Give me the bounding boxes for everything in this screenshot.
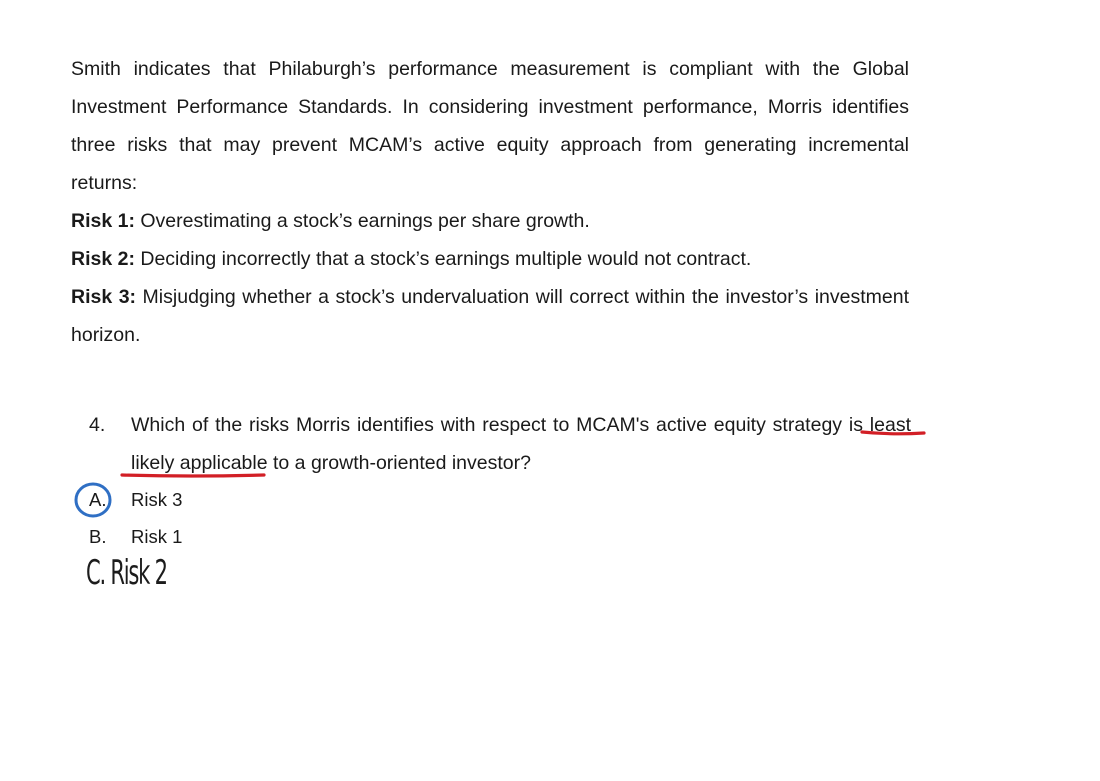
passage-intro: Smith indicates that Philaburgh’s performance measurement is compliant with the Global Investment Performance Standards. In considering investment performance, Morris identifies three risks that may prevent MCAM’s active equity approach from generating incremental returns: (71, 58, 909, 194)
question-text-after: to a growth-oriented investor? (267, 452, 531, 474)
risk-3-text: Misjudging whether a stock’s undervaluation will correct within the investor’s investment horizon. (71, 286, 909, 346)
option-b[interactable] (89, 525, 289, 549)
question-text (131, 406, 911, 482)
option-b-letter: B. (89, 526, 107, 547)
question-emphasis: least likely applicable (131, 414, 911, 474)
risk-3-label: Risk 3: (71, 286, 137, 308)
risk-1 (71, 202, 909, 240)
risk-2-text: Deciding incorrectly that a stock’s earnings multiple would not contract. (134, 248, 752, 270)
handwritten-option-c: C. Risk 2 (86, 553, 167, 593)
question-text-before: Which of the risks Morris identifies with respect to MCAM's active equity strategy is (131, 414, 870, 436)
option-a[interactable] (89, 488, 289, 512)
risk-1-label: Risk 1: (71, 210, 135, 232)
option-a-text: Risk 3 (131, 489, 183, 510)
risk-2-label: Risk 2: (71, 248, 135, 270)
question-4 (89, 406, 911, 482)
risk-1-text: Overestimating a stock’s earnings per share growth. (134, 210, 590, 232)
passage (71, 50, 909, 354)
risk-3 (71, 278, 909, 354)
option-b-text: Risk 1 (131, 526, 183, 547)
risk-2 (71, 240, 909, 278)
question-number: 4. (89, 414, 106, 436)
option-a-letter: A. (89, 489, 107, 510)
